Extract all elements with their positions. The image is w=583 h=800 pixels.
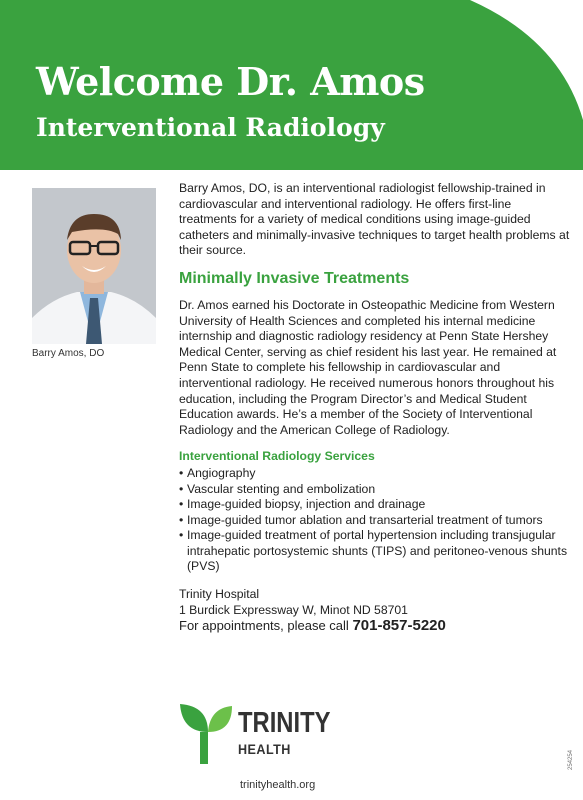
phone-number[interactable]: 701-857-5220	[352, 617, 446, 635]
logo-wordmark-trinity: TRINITY	[238, 707, 331, 739]
list-item: • Angiography	[179, 466, 571, 482]
contact-block	[179, 587, 571, 634]
page-title: Welcome Dr. Amos	[36, 59, 425, 104]
page-subtitle: Interventional Radiology	[36, 113, 385, 142]
section-heading-treatments: Minimally Invasive Treatments	[179, 269, 410, 287]
doctor-photo	[32, 188, 156, 344]
leaf-logo-icon	[178, 702, 234, 766]
trinity-health-logo	[178, 702, 378, 766]
bio-paragraph: Dr. Amos earned his Doctorate in Osteopathic Medicine from Western University of Health Sciences and completed his internal medicine internship and diagnostic radiology residency at Penn State Hershey Medical Center, serving as chief resident his last year. He remained at Penn State to complete his fellowship in cardiovascular and interventional radiology. He received numerous honors throughout his education, including the Program Director’s and Medical Student Education awards. He’s a member of the Society of Interventional Radiology and the American College of Radiology.	[179, 297, 557, 437]
photo-caption: Barry Amos, DO	[32, 348, 105, 359]
hospital-name: Trinity Hospital	[179, 587, 260, 602]
portrait-image	[32, 188, 156, 344]
appointment-line	[179, 618, 571, 634]
ad-code: 254254	[568, 749, 574, 770]
main-content	[179, 181, 571, 634]
intro-paragraph: Barry Amos, DO, is an interventional radiologist fellowship-trained in cardiovascular and interventional radiology. He offers first-line treatments for a variety of medical conditions using image-guided catheters and minimally-invasive techniques to target health problems at their source.	[179, 181, 570, 258]
logo-wordmark-health: HEALTH	[238, 741, 291, 757]
hospital-address: 1 Burdick Expressway W, Minot ND 58701	[179, 602, 408, 617]
services-list	[179, 466, 571, 575]
appointment-text: For appointments, please call	[179, 618, 353, 634]
list-item: • Vascular stenting and embolization	[179, 482, 571, 498]
header-banner	[0, 0, 583, 170]
website-url[interactable]: trinityhealth.org	[240, 779, 316, 791]
services-heading: Interventional Radiology Services	[179, 449, 375, 464]
list-item: • Image-guided treatment of portal hypertension including transjugular intrahepatic portosystemic shunts (TIPS) and peritoneo-venous shunts (PVS)	[179, 528, 571, 575]
list-item: • Image-guided biopsy, injection and drainage	[179, 497, 571, 513]
list-item: • Image-guided tumor ablation and transarterial treatment of tumors	[179, 513, 571, 529]
